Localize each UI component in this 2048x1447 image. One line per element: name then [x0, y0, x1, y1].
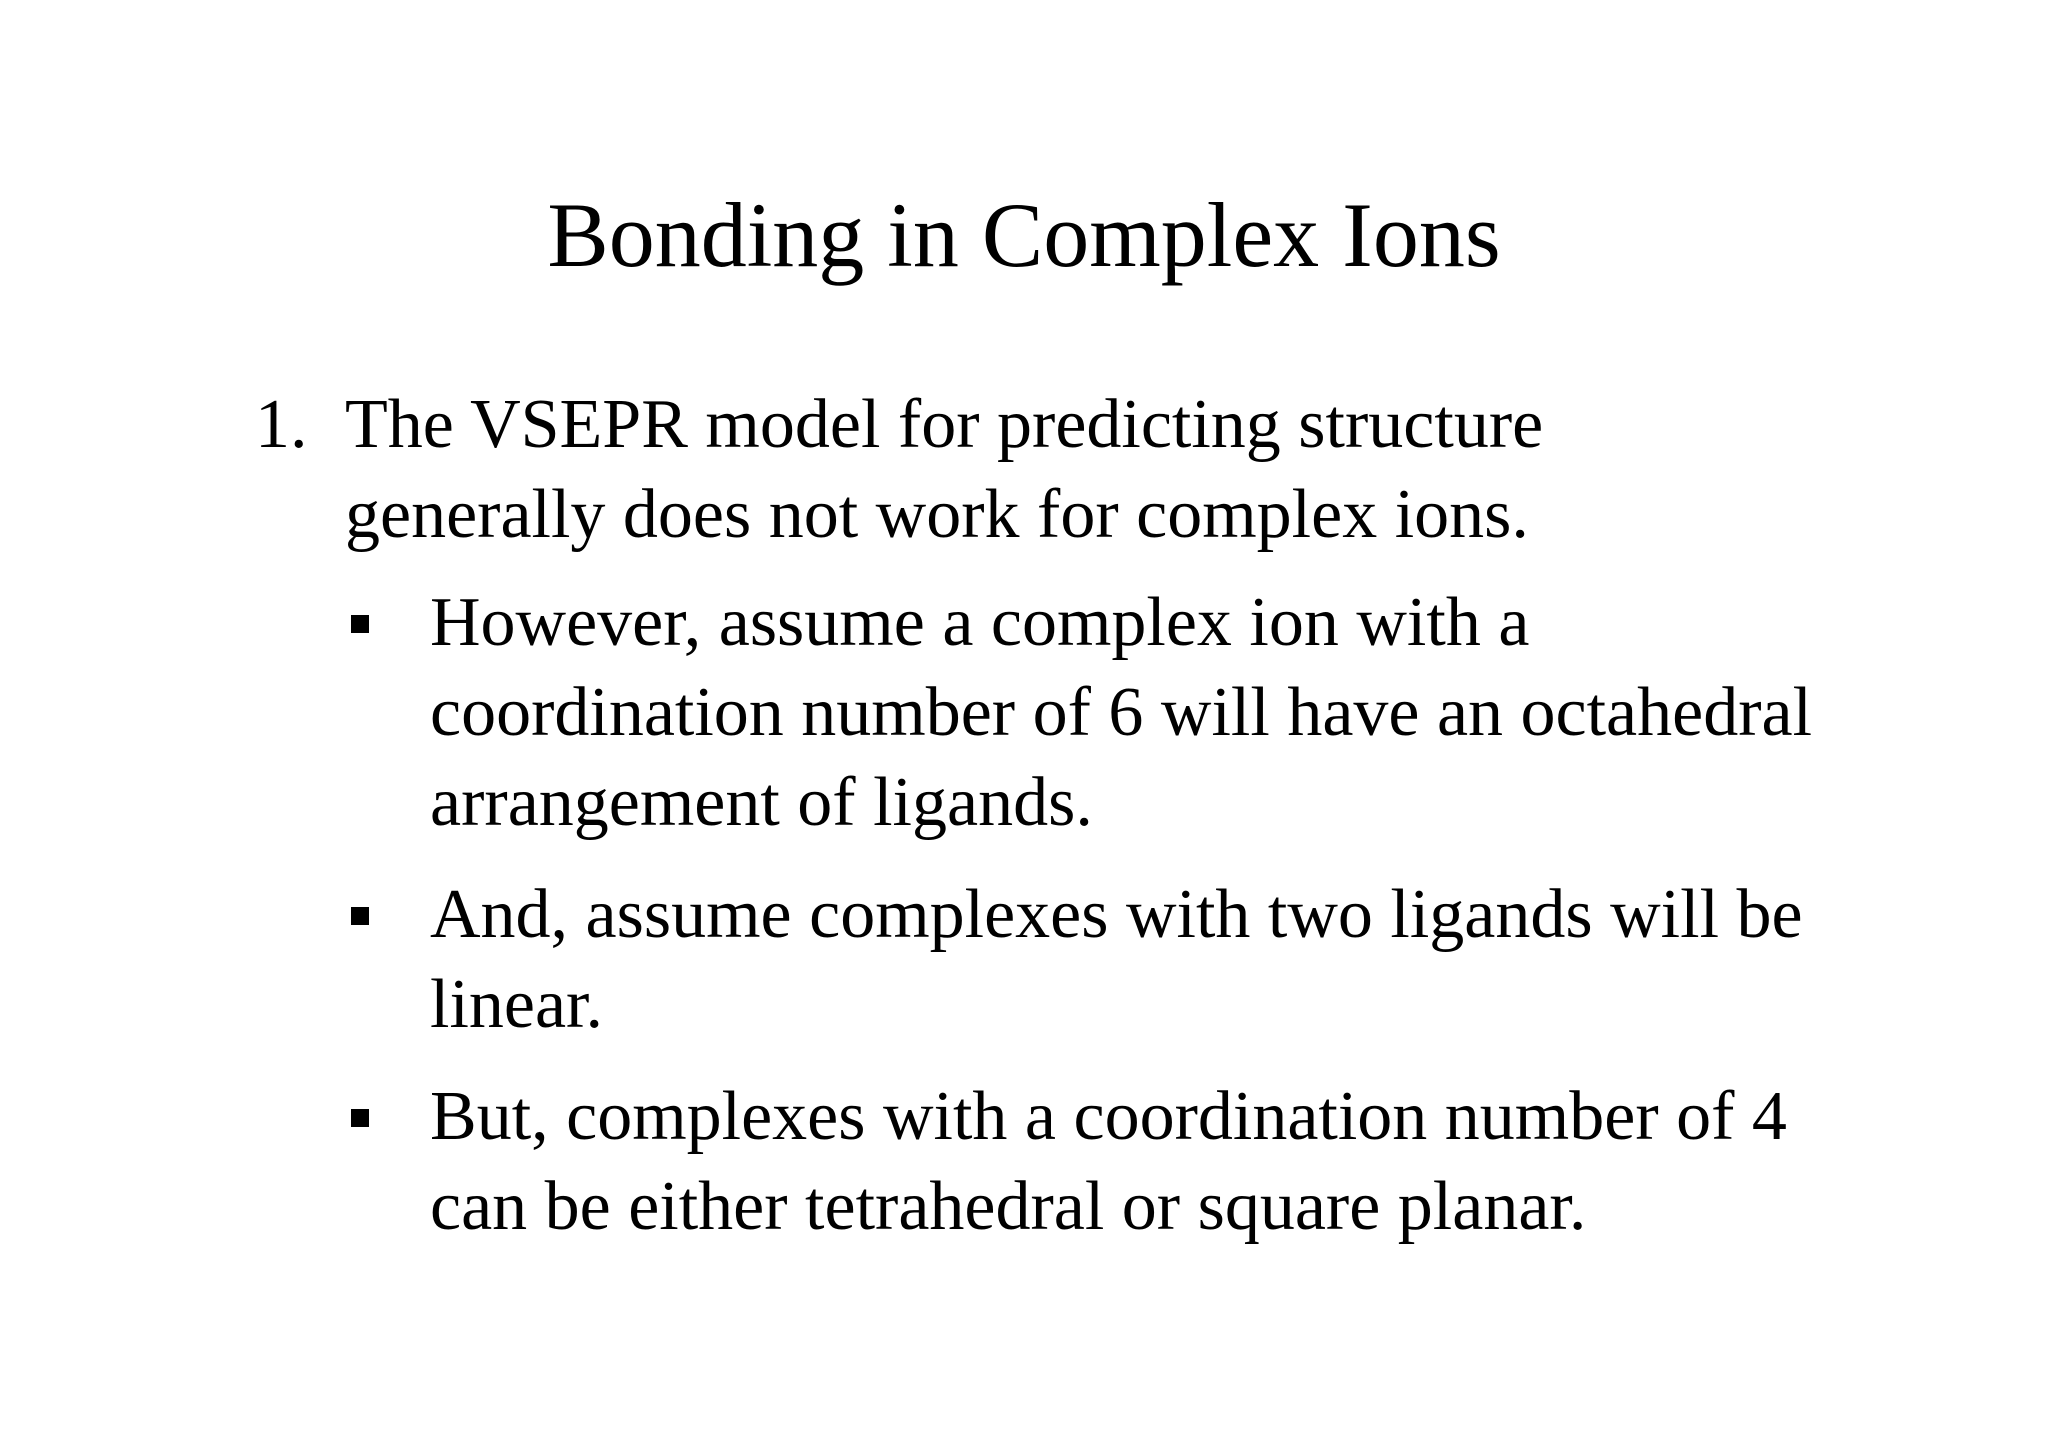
square-bullet-icon [351, 615, 369, 633]
bullet-text: But, complexes with a coordination number of 4 can be either tetrahedral or square planar. [430, 1078, 1787, 1245]
bullet-item [255, 1072, 1855, 1252]
slide-title: Bonding in Complex Ions [547, 184, 1501, 286]
item-number: 1. [255, 386, 308, 463]
bullet-item [255, 578, 1855, 848]
square-bullet-icon [351, 1109, 369, 1127]
square-bullet-icon [351, 907, 369, 925]
bullet-item [255, 870, 1855, 1050]
numbered-item [255, 380, 1855, 560]
bullet-text: However, assume a complex ion with a coordination number of 6 will have an octahedral arrangement of ligands. [430, 584, 1813, 841]
item-text: The VSEPR model for predicting structure generally does not work for complex ions. [345, 386, 1544, 553]
bullet-text: And, assume complexes with two ligands will be linear. [430, 876, 1803, 1043]
slide-content [255, 380, 1855, 1274]
bullet-list [255, 578, 1855, 1252]
